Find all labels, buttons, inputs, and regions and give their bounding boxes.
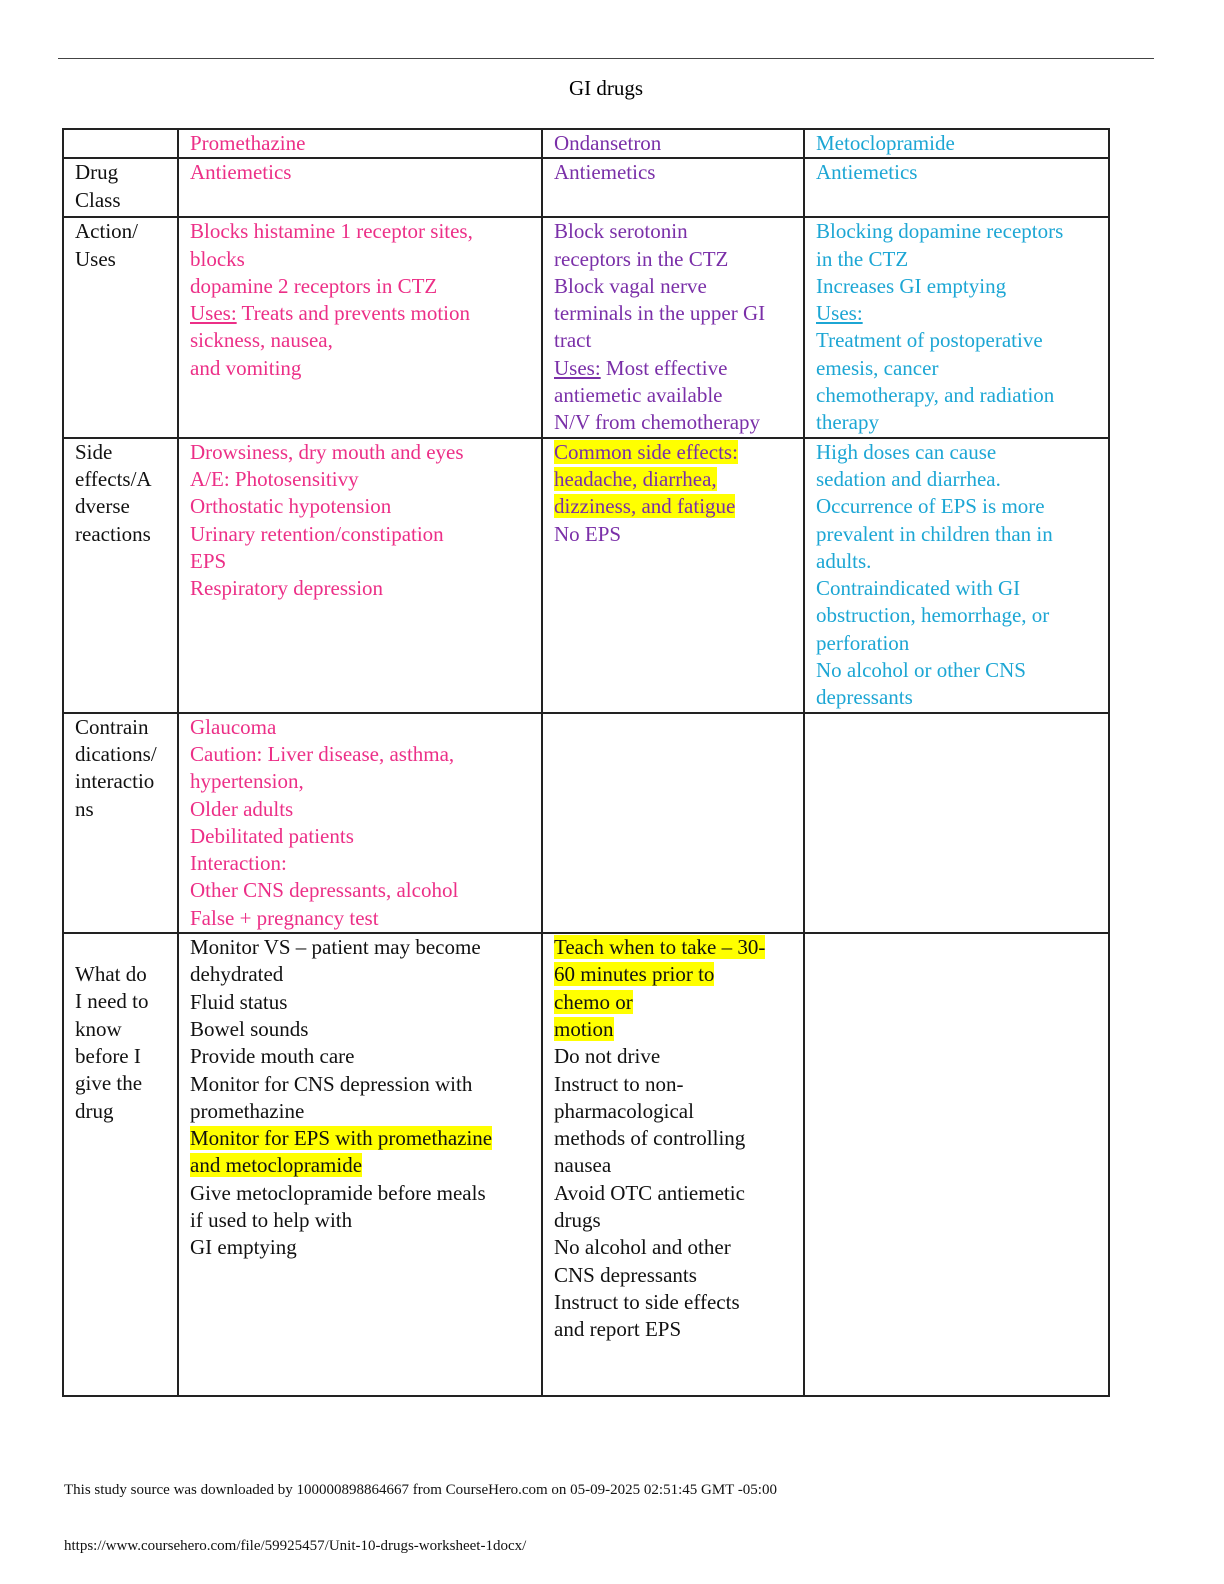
drug-table: [62, 128, 1110, 1397]
table-row-action-uses: [63, 217, 1109, 437]
row-label-contraindications: Contrain dications/ interactio ns: [63, 713, 178, 933]
cell-metoclopramide-side-effects: High doses can cause sedation and diarrhea. Occurrence of EPS is more prevalent in children than in adults. Contraindicated with GI obstruction, hemorrhage, or perforation No alcohol or other CNS depressants: [804, 438, 1109, 713]
cell-promethazine-contraindications: Glaucoma Caution: Liver disease, asthma, hypertension, Older adults Debilitated patients Interaction: Other CNS depressants, alcohol False + pregnancy test: [178, 713, 542, 933]
top-rule: [58, 58, 1154, 59]
header-empty-cell: [63, 129, 178, 158]
source-url[interactable]: https://www.coursehero.com/file/59925457/Unit-10-drugs-worksheet-1docx/: [64, 1538, 527, 1554]
table-header-row: [63, 129, 1109, 158]
page-title: GI drugs: [568, 76, 644, 100]
row-label-know-before: What do I need to know before I give the drug: [63, 933, 178, 1396]
uses-line: Uses: Most effective: [554, 355, 728, 380]
table-row-know-before: [63, 933, 1109, 1396]
row-label-action-uses: Action/ Uses: [63, 217, 178, 437]
cell-promethazine-side-effects: Drowsiness, dry mouth and eyes A/E: Photosensitivy Orthostatic hypotension Urinary retention/constipation EPS Respiratory depression: [178, 438, 542, 713]
cell-metoclopramide-class: Antiemetics: [804, 158, 1109, 217]
header-promethazine: Promethazine: [178, 129, 542, 158]
cell-promethazine-action: Blocks histamine 1 receptor sites, blocks dopamine 2 receptors in CTZ Uses: Treats and prevents motion sickness, nausea, and vomiting: [178, 217, 542, 437]
cell-metoclopramide-action: Blocking dopamine receptors in the CTZ Increases GI emptying Uses: Treatment of postoperative emesis, cancer chemotherapy, and radiation therapy: [804, 217, 1109, 437]
download-note: This study source was downloaded by 100000898864667 from CourseHero.com on 05-09-2025 02:51:45 GMT -05:00: [64, 1482, 777, 1498]
cell-promethazine-class: Antiemetics: [178, 158, 542, 217]
table-row-drug-class: [63, 158, 1109, 217]
cell-promethazine-know-before: Monitor VS – patient may become dehydrated Fluid status Bowel sounds Provide mouth care Monitor for CNS depression with promethazine Monitor for EPS with promethazine and metoclopramide Give metoclopramide before meals if used to help with GI emptying: [178, 933, 542, 1396]
row-label-drug-class: Drug Class: [63, 158, 178, 217]
cell-metoclopramide-contraindications: [804, 713, 1109, 933]
cell-ondansetron-class: Antiemetics: [542, 158, 804, 217]
cell-ondansetron-side-effects: Common side effects: headache, diarrhea, dizziness, and fatigue No EPS: [542, 438, 804, 713]
header-metoclopramide: Metoclopramide: [804, 129, 1109, 158]
table-row-side-effects: [63, 438, 1109, 713]
table-row-contraindications: [63, 713, 1109, 933]
header-ondansetron: Ondansetron: [542, 129, 804, 158]
uses-line: Uses: Treats and prevents motion: [190, 301, 470, 326]
cell-metoclopramide-know-before: [804, 933, 1109, 1396]
cell-ondansetron-know-before: Teach when to take – 30- 60 minutes prior to chemo or motion Do not drive Instruct to non- pharmacological methods of controlling nausea Avoid OTC antiemetic drugs No alcohol and other CNS depressants Instruct to side effects and report EPS: [542, 933, 804, 1396]
cell-ondansetron-contraindications: [542, 713, 804, 933]
cell-ondansetron-action: Block serotonin receptors in the CTZ Block vagal nerve terminals in the upper GI tract Uses: Most effective antiemetic available N/V from chemotherapy: [542, 217, 804, 437]
row-label-side-effects: Side effects/A dverse reactions: [63, 438, 178, 713]
